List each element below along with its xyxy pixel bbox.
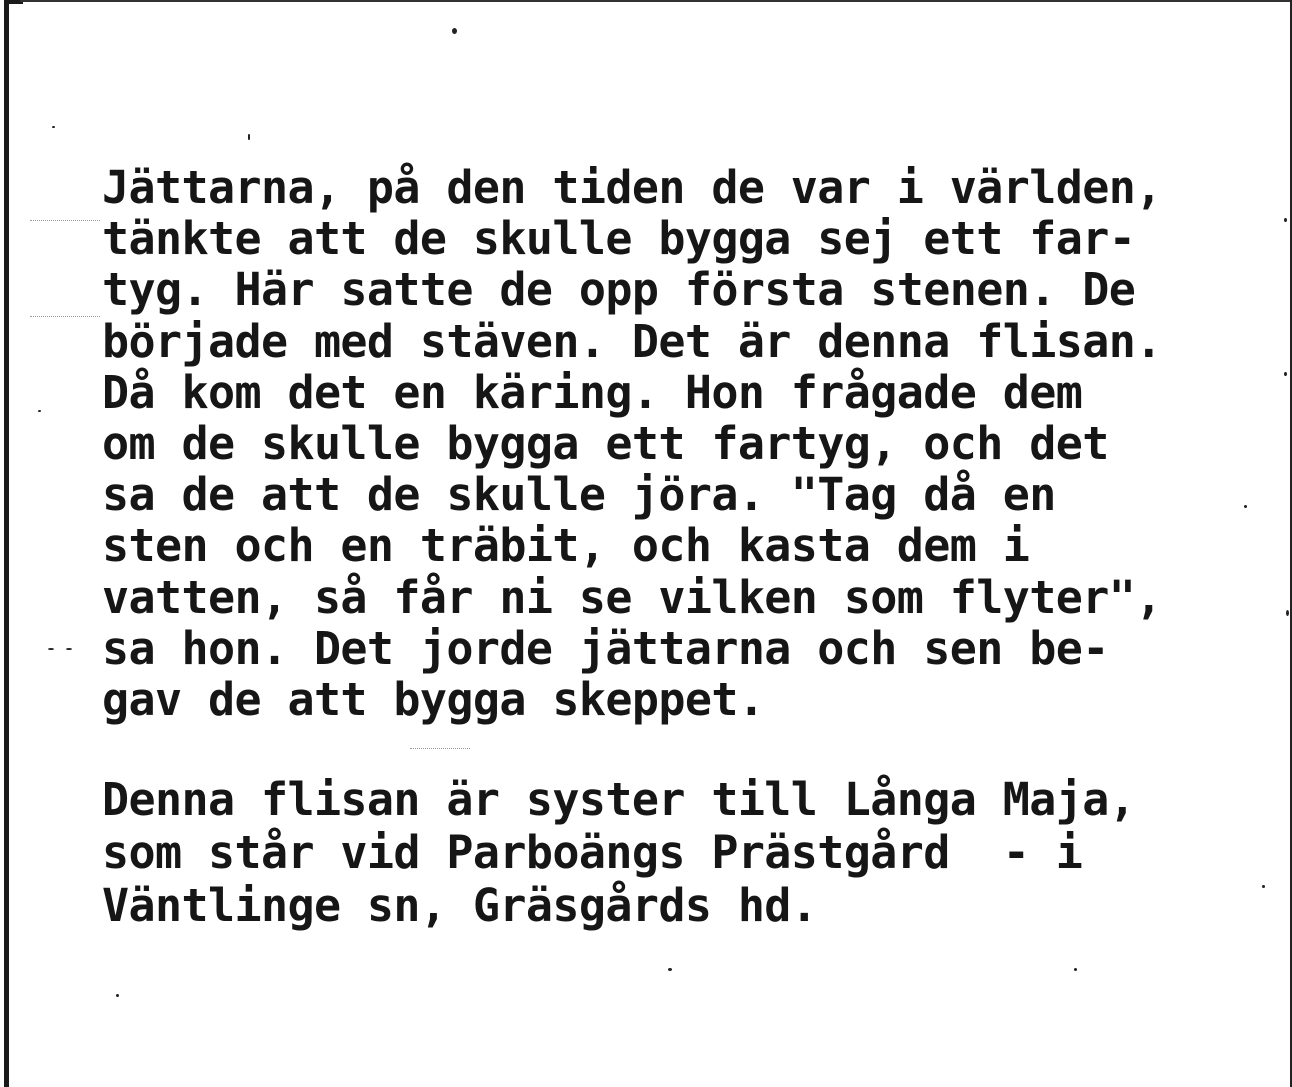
text-line: sten och en träbit, och kasta dem i — [102, 519, 1030, 573]
text-line: tänkte att de skulle bygga sej ett far- — [102, 212, 1136, 266]
scan-speck — [668, 968, 672, 971]
text-line: vatten, så får ni se vilken som flyter", — [102, 570, 1162, 624]
scan-speck — [1284, 218, 1287, 222]
text-line: om de skulle bygga ett fartyg, och det — [102, 416, 1109, 470]
text-line: sa hon. Det jorde jättarna och sen be- — [102, 621, 1109, 675]
scan-speck — [248, 134, 250, 140]
paragraph-1 — [102, 162, 1282, 725]
scan-left-border — [4, 0, 9, 1087]
scan-speck — [48, 648, 54, 650]
text-line: tyg. Här satte de opp första stenen. De — [102, 263, 1136, 317]
scan-speck — [1286, 610, 1289, 616]
text-line: Denna flisan är syster till Långa Maja, — [102, 773, 1136, 827]
scan-artifact-line — [30, 220, 100, 222]
scan-speck — [66, 648, 72, 650]
scan-speck — [1074, 968, 1077, 971]
text-line: gav de att bygga skeppet. — [102, 672, 765, 726]
scan-speck — [1284, 372, 1287, 376]
paragraph-2 — [102, 773, 1282, 932]
typewritten-text — [102, 162, 1282, 932]
text-line: sa de att de skulle jöra. "Tag då en — [102, 468, 1056, 522]
scan-speck — [452, 28, 457, 34]
text-line: började med stäven. Det är denna flisan. — [102, 314, 1162, 368]
scan-artifact-line — [30, 316, 100, 318]
text-line: Väntlinge sn, Gräsgårds hd. — [102, 879, 818, 933]
text-line: Då kom det en käring. Hon frågade dem — [102, 365, 1083, 419]
text-line: Jättarna, på den tiden de var i världen, — [102, 161, 1162, 214]
text-line: som står vid Parboängs Prästgård - i — [102, 826, 1083, 880]
scan-top-border — [20, 0, 1292, 2]
scan-speck — [116, 994, 119, 997]
scan-speck — [38, 410, 41, 412]
scan-speck — [52, 126, 55, 128]
